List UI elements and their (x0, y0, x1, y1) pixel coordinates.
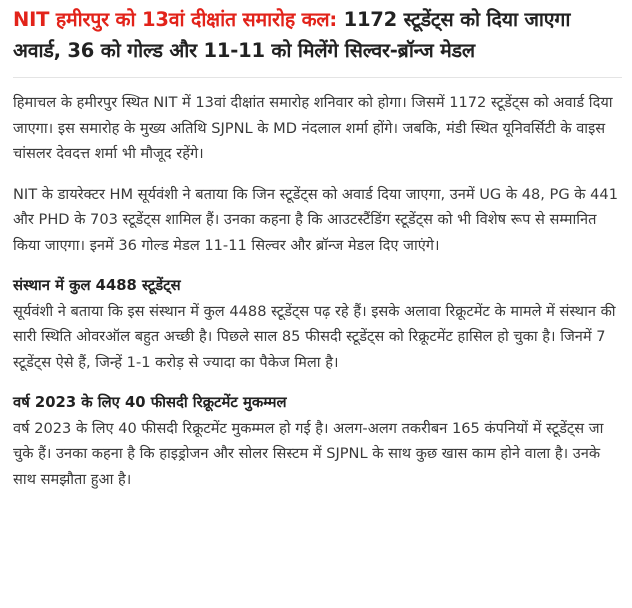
section-heading-students: संस्थान में कुल 4488 स्टूडेंट्स (13, 277, 181, 294)
section-heading-recruitment: वर्ष 2023 के लिए 40 फीसदी रिक्रूटमेंट मुकम्मल (13, 394, 287, 411)
section-body-students: सूर्यवंशी ने बताया कि इस संस्थान में कुल 4488 स्टूडेंट्स पढ़ रहे हैं। इसके अलावा रिक्रूटमेंट के मामले में संस्थान की सारी स्थिति ओवरऑल बहुत अच्छी है। पिछले साल 85 फीसदी स्टूडेंट्स को रिक्रूटमेंट हासिल हो चुका है। जिनमें 7 स्टूडेंट्स ऐसे हैं, जिन्हें 1-1 करोड़ से ज्यादा का पैकेज मिला है। (13, 302, 616, 371)
article-headline (13, 4, 622, 66)
director-paragraph: NIT के डायरेक्टर HM सूर्यवंशी ने बताया कि जिन स्टूडेंट्स को अवार्ड दिया जाएगा, उनमें UG के 48, PG के 441 और PHD के 703 स्टूडेंट्स शामिल हैं। उनका कहना है कि आउटस्टैंडिंग स्टूडेंट्स को भी विशेष रूप से सम्मानित किया जाएगा। इनमें 36 गोल्ड मेडल 11-11 सिल्वर और ब्रॉन्ज मेडल दिए जाएंगे। (13, 185, 618, 254)
headline-divider (13, 77, 622, 78)
intro-paragraph: हिमाचल के हमीरपुर स्थित NIT में 13वां दीक्षांत समारोह शनिवार को होगा। जिसमें 1172 स्टूडेंट्स को अवार्ड दिया जाएगा। इस समारोह के मुख्य अतिथि SJPNL के MD नंदलाल शर्मा होंगे। जबकि, मंडी स्थित यूनिवर्सिटी के वाइस चांसलर देवदत्त शर्मा भी मौजूद रहेंगे। (13, 94, 613, 162)
headline-rest: 1172 स्टूडेंट्स को दिया जाएगा अवार्ड, 36 को गोल्ड और 11-11 को मिलेंगे सिल्वर-ब्रॉन्ज मेडल (13, 8, 571, 62)
headline-highlight: NIT हमीरपुर को 13वां दीक्षांत समारोह कल: (13, 8, 337, 31)
section-body-recruitment: वर्ष 2023 के लिए 40 फीसदी रिक्रूटमेंट मुकम्मल हो गई है। अलग-अलग तकरीबन 165 कंपनियों में स्टूडेंट्स जा चुके हैं। उनका कहना है कि हाइड्रोजन और सोलर सिस्टम में SJPNL के साथ कुछ खास काम होने वाला है। उनके साथ समझौता हुआ है। (13, 419, 604, 488)
